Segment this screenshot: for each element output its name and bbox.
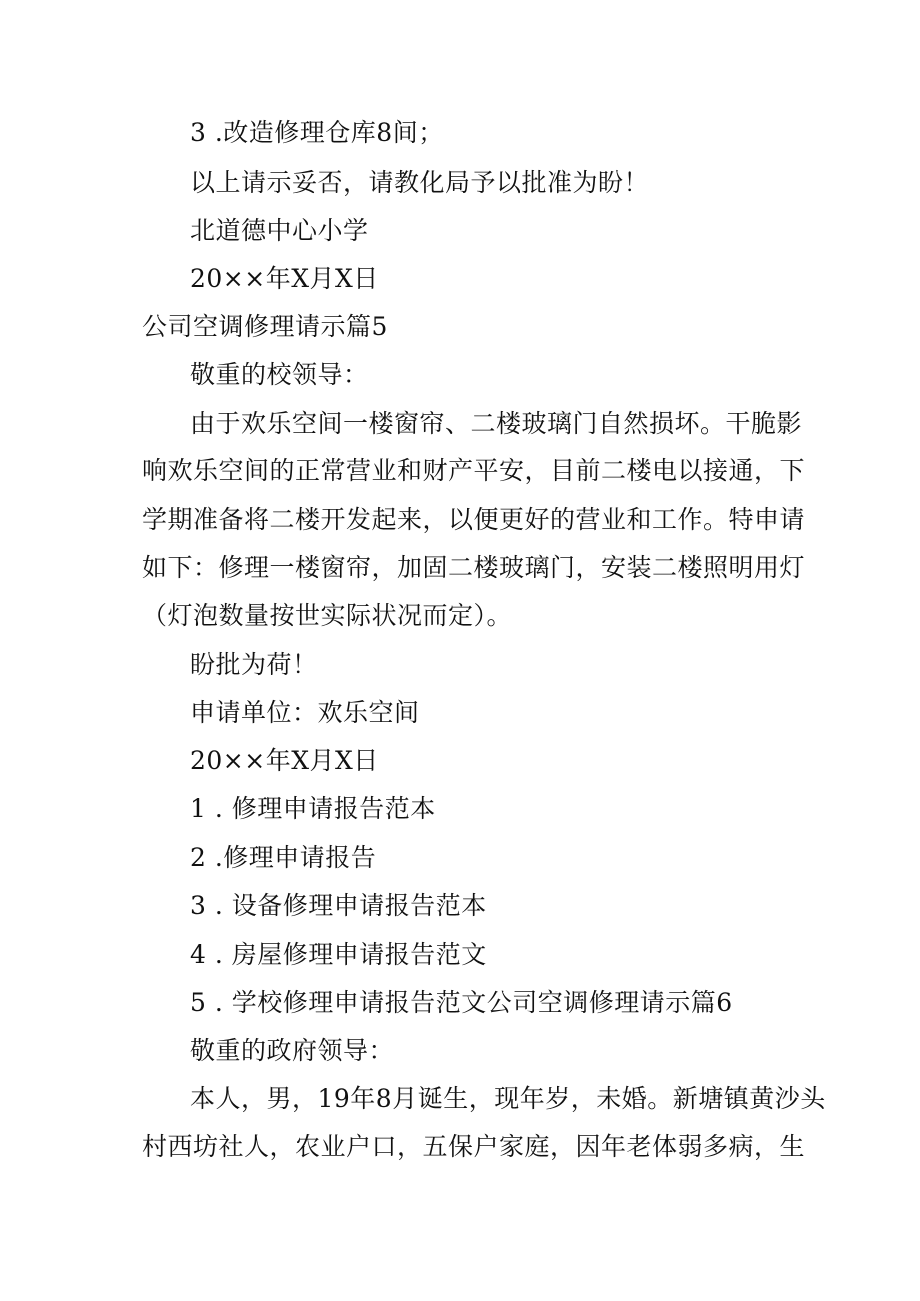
paragraph-6-line-1: 本人，男，19年8月诞生，现年岁，未婚。新塘镇黄沙头 <box>190 1084 826 1113</box>
salutation-government-leaders: 敬重的政府领导： <box>190 1036 395 1065</box>
closing-remark: 盼批为荷！ <box>190 650 318 679</box>
related-link-2: 2 .修理申请报告 <box>190 843 377 872</box>
section-title-5: 公司空调修理请示篇5 <box>142 312 388 341</box>
signature-school: 北道德中心小学 <box>190 216 369 245</box>
related-link-4: 4 . 房屋修理申请报告范文 <box>190 940 487 969</box>
signature-date: 20××年X月X日 <box>190 264 379 293</box>
paragraph-line-5: （灯泡数量按世实际状况而定）。 <box>142 601 513 630</box>
applicant-unit: 申请单位：欢乐空间 <box>190 698 420 727</box>
paragraph-line-1: 由于欢乐空间一楼窗帘、二楼玻璃门自然损坏。干脆影 <box>190 409 803 438</box>
paragraph-line-2: 响欢乐空间的正常营业和财产平安，目前二楼电以接通，下 <box>142 456 806 485</box>
related-link-1: 1 . 修理申请报告范本 <box>190 794 436 823</box>
request-approval-text: 以上请示妥否，请教化局予以批准为盼！ <box>190 168 650 197</box>
salutation-school-leaders: 敬重的校领导： <box>190 360 369 389</box>
item-3-renovate-warehouse: 3 .改造修理仓库8间； <box>190 118 444 147</box>
paragraph-line-4: 如下：修理一楼窗帘，加固二楼玻璃门，安装二楼照明用灯 <box>142 553 806 582</box>
paragraph-6-line-2: 村西坊社人，农业户口，五保户家庭，因年老体弱多病，生 <box>142 1132 806 1161</box>
paragraph-line-3: 学期准备将二楼开发起来，以便更好的营业和工作。特申请 <box>142 505 806 534</box>
applicant-date: 20××年X月X日 <box>190 746 379 775</box>
related-link-3: 3 . 设备修理申请报告范本 <box>190 891 487 920</box>
related-link-5-and-title-6: 5 . 学校修理申请报告范文公司空调修理请示篇6 <box>190 988 733 1017</box>
